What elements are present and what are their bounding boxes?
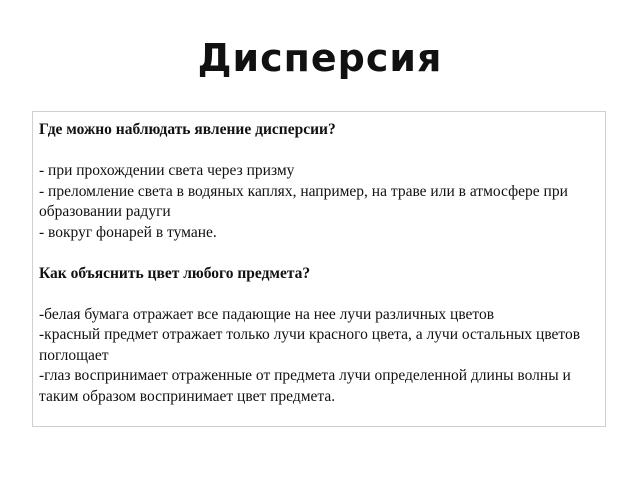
question-object-color: Как объяснить цвет любого предмета? — [39, 264, 311, 282]
content-text-box — [32, 111, 606, 427]
spacer — [39, 284, 599, 305]
answer-fog-lamps: - вокруг фонарей в тумане. — [39, 223, 217, 241]
answer-white-paper: -белая бумага отражает все падающие на нее лучи различных цветов — [39, 305, 495, 323]
spacer — [39, 243, 599, 264]
answer-red-object: -красный предмет отражает только лучи красного цвета, а лучи остальных цветов поглощает — [39, 326, 581, 364]
spacer — [39, 141, 599, 162]
answer-prism: - при прохождении света через призму — [39, 162, 295, 179]
slide-title: Дисперсия — [197, 36, 443, 80]
answer-water-drops: - преломление света в водяных каплях, например, на траве или в атмосфере при образовании радуги — [39, 182, 568, 220]
answer-eye-perception: -глаз воспринимает отраженные от предмета лучи определенной длины волны и таким образом воспринимает цвет предмета. — [39, 367, 571, 405]
question-dispersion-where: Где можно наблюдать явление дисперсии? — [39, 121, 336, 138]
